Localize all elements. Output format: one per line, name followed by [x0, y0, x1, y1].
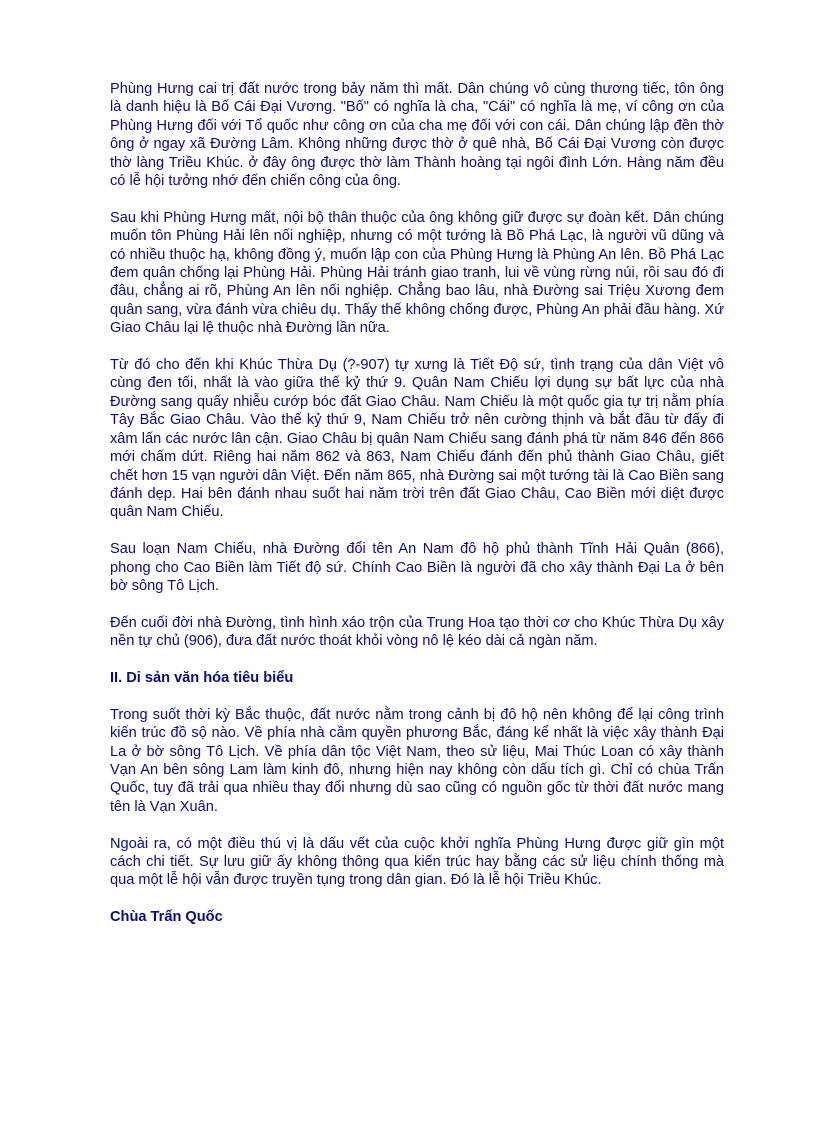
section-heading: II. Di sản văn hóa tiêu biểu — [110, 669, 294, 686]
paragraph-phung-hung-death: Phùng Hưng cai trị đất nước trong bảy năm thì mất. Dân chúng vô cùng thương tiếc, tôn ông là danh hiệu là Bố Cái Đại Vương. "Bố" có nghĩa là cha, "Cái" có nghĩa là mẹ, ví công ơn của Phùng Hưng đối với Tổ quốc như công ơn của cha mẹ đối với con cái. Dân chúng lập đền thờ ông ở ngay xã Đường Lâm. Không những được thờ ở quê nhà, Bố Cái Đại Vương còn được thờ làng Triều Khúc. ở đây ông được thờ làm Thành hoàng tại ngôi đình Lớn. Hàng năm đều có lễ hội tưởng nhớ đến chiến công của ông. — [110, 81, 724, 190]
paragraph-succession: Sau khi Phùng Hưng mất, nội bộ thân thuộc của ông không giữ được sự đoàn kết. Dân chúng muốn tôn Phùng Hải lên nối nghiệp, nhưng có một tướng là Bồ Phá Lạc, là người vũ dũng và có nhiều thuộc hạ, không đồng ý, muốn lập con của Phùng Hưng là Phùng An lên. Bồ Phá Lạc đem quân chống lại Phùng Hải. Phùng Hải tránh giao tranh, lui về vùng rừng núi, rồi sau đó đi đâu, chẳng ai rõ, Phùng An lên nối nghiệp. Chẳng bao lâu, nhà Đường sai Triệu Xương đem quân sang, vừa đánh vừa chiêu dụ. Thấy thế không chống được, Phùng An phải đầu hàng. Xứ Giao Châu lại lệ thuộc nhà Đường lần nữa. — [110, 209, 724, 337]
paragraph-festival: Ngoài ra, có một điều thú vị là dấu vết của cuộc khởi nghĩa Phùng Hưng được giữ gìn một cách chi tiết. Sự lưu giữ ấy không thông qua kiến trúc hay bằng các sử liệu chính thống mà qua một lễ hội vẫn được truyền tụng trong dân gian. Đó là lễ hội Triều Khúc. — [110, 835, 724, 889]
paragraph-cao-bien: Sau loạn Nam Chiếu, nhà Đường đổi tên An Nam đô hộ phủ thành Tĩnh Hải Quân (866), phong cho Cao Biền làm Tiết độ sứ. Chính Cao Biền là người đã cho xây thành Đại La ở bên bờ sông Tô Lịch. — [110, 541, 724, 594]
paragraph-khuc-thua-du: Đến cuối đời nhà Đường, tình hình xáo trộn của Trung Hoa tạo thời cơ cho Khúc Thừa Dụ xây nền tự chủ (906), đưa đất nước thoát khỏi vòng nô lệ kéo dài cả ngàn năm. — [110, 614, 724, 650]
paragraph-architecture: Trong suốt thời kỳ Bắc thuộc, đất nước nằm trong cảnh bị đô hộ nên không để lại công trình kiến trúc đồ sộ nào. Về phía nhà cầm quyền phương Bắc, đáng kể nhất là việc xây thành Đại La ở bờ sông Tô Lịch. Về phía dân tộc Việt Nam, theo sử liệu, Mai Thúc Loan có xây thành Vạn An bên sông Lam làm kinh đô, nhưng hiện nay không còn dấu tích gì. Chỉ có chùa Trấn Quốc, tuy đã trải qua nhiều thay đổi nhưng dù sao cũng có nguồn gốc từ thời đất nước mang tên là Vạn Xuân. — [110, 706, 724, 815]
paragraph-nam-chieu: Từ đó cho đến khi Khúc Thừa Dụ (?-907) tự xưng là Tiết Độ sứ, tình trạng của dân Việt vô cùng đen tối, nhất là vào giữa thế kỷ thứ 9. Quân Nam Chiếu lợi dụng sự bất lực của nhà Đường sang quấy nhiễu cướp bóc đất Giao Châu. Nam Chiếu là một quốc gia tự trị nằm phía Tây Bắc Giao Châu. Vào thế kỷ thứ 9, Nam Chiếu trở nên cường thịnh và bắt đầu từ đấy đi xâm lấn các nước lân cận. Giao Châu bị quân Nam Chiếu sang đánh phá từ năm 846 đến 866 mới chấm dứt. Riêng hai năm 862 và 863, Nam Chiếu đánh đến phủ thành Giao Châu, giết chết hơn 15 vạn người dân Việt. Đến năm 865, nhà Đường sai một tướng tài là Cao Biền sang đánh dẹp. Hai bên đánh nhau suốt hai năm trời trên đất Giao Châu, Cao Biền mới diệt được quân Nam Chiếu. — [110, 357, 724, 521]
document-page — [110, 80, 724, 945]
subheading-tran-quoc: Chùa Trấn Quốc — [110, 909, 223, 926]
